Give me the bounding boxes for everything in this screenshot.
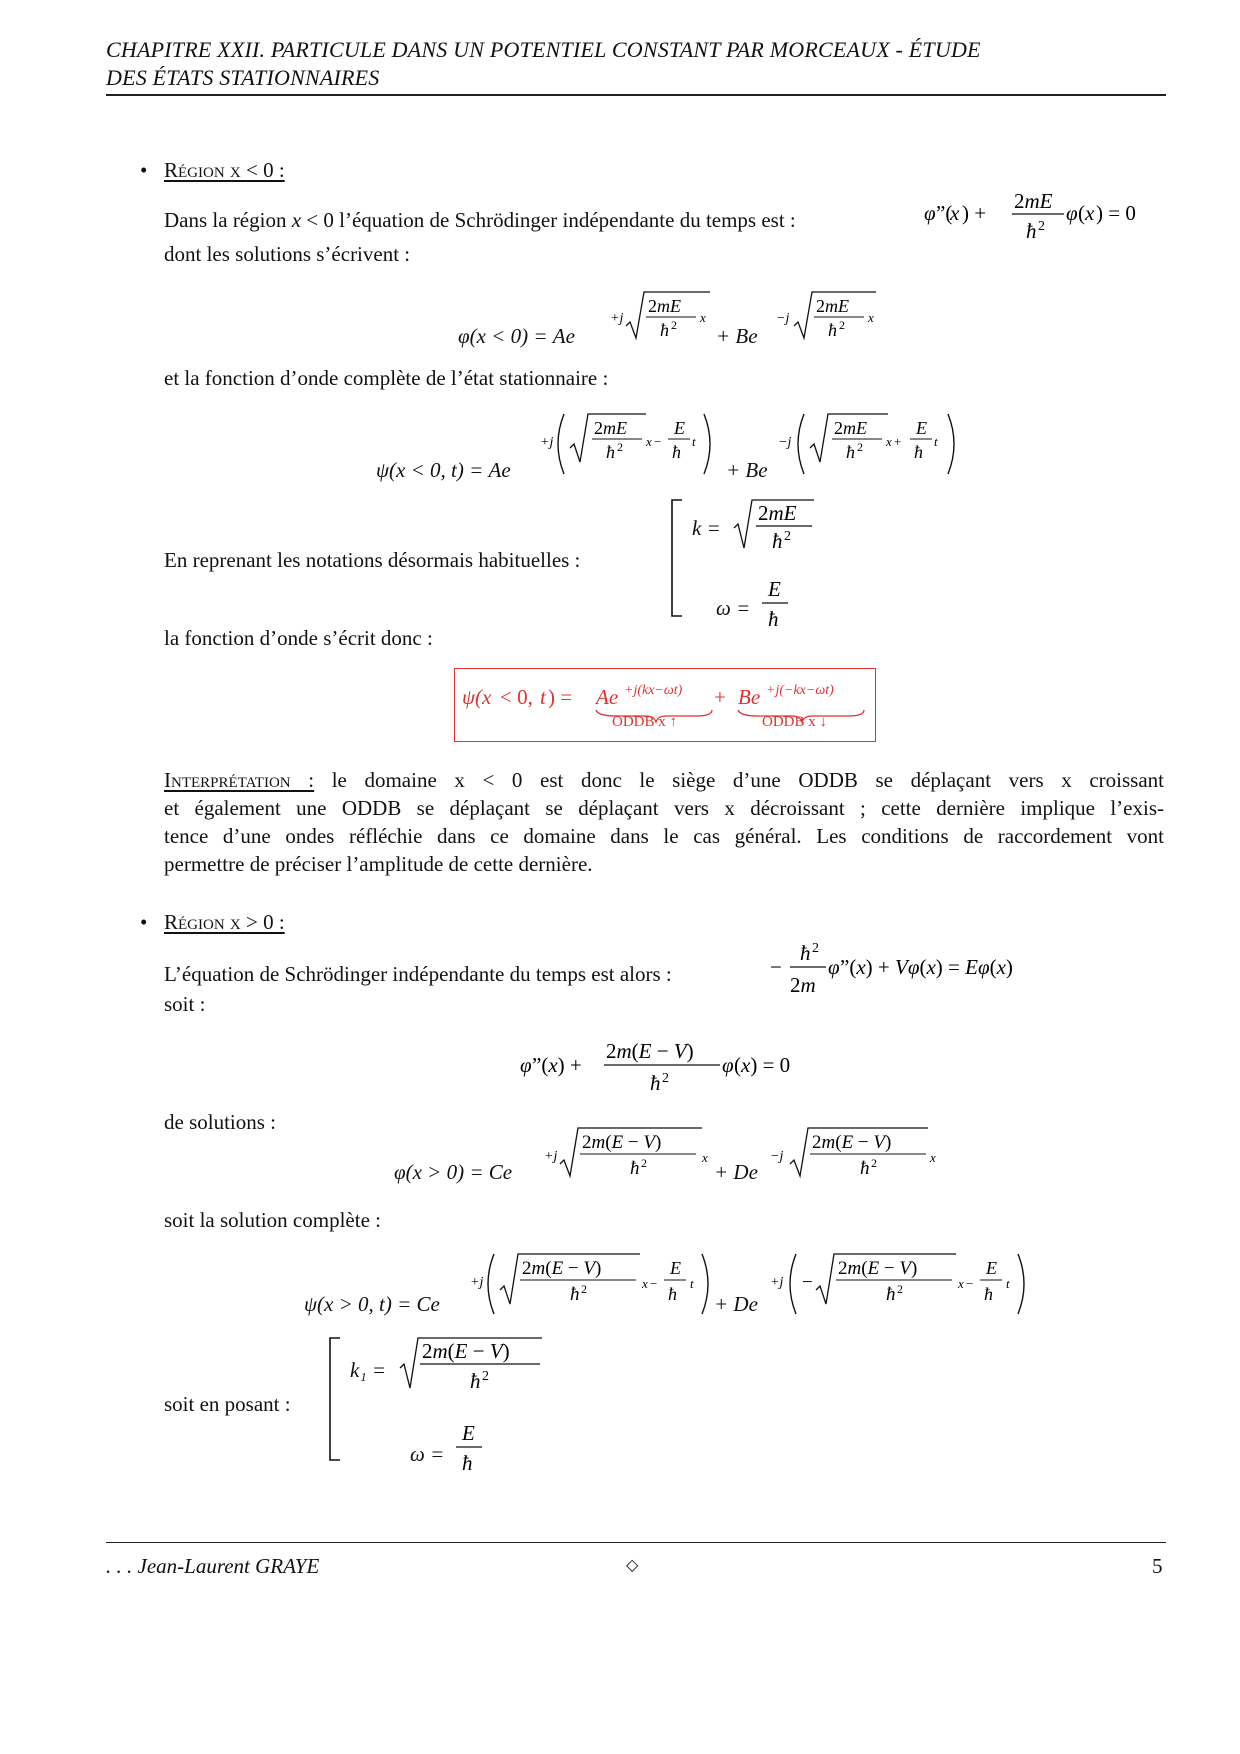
eq-phi-plus-2: + De — [714, 1160, 758, 1184]
footer-rule — [106, 1542, 1166, 1543]
svg-text:2: 2 — [617, 440, 623, 454]
region1-complete: et la fonction d’onde complète de l’état stationnaire : — [164, 366, 609, 390]
eq-phi-plus-1: + Be — [716, 324, 758, 348]
svg-text:2mE: 2mE — [834, 418, 867, 438]
svg-text:2: 2 — [897, 1282, 903, 1296]
eq-psi-exponent-2 — [776, 404, 976, 480]
header-rule — [106, 94, 1166, 96]
svg-text:−j: −j — [776, 311, 790, 326]
svg-text:(: ( — [1078, 201, 1085, 225]
region2-de-solutions: de solutions : — [164, 1110, 277, 1134]
svg-text:E: E — [986, 1258, 997, 1278]
svg-text:ħ: ħ — [630, 1158, 640, 1179]
svg-text:ħ: ħ — [470, 1369, 481, 1393]
eq-psi-exponent-4 — [768, 1244, 1038, 1320]
svg-text:E: E — [670, 1258, 681, 1278]
region1-notations: En reprenant les notations désormais habituelles : — [164, 548, 581, 572]
svg-text:x: x — [930, 1150, 936, 1165]
svg-text:+: + — [714, 685, 726, 709]
svg-text:−: − — [650, 1276, 658, 1291]
omega-def-frac — [758, 574, 798, 634]
svg-text:2mE: 2mE — [648, 296, 681, 316]
svg-text:2: 2 — [482, 1369, 489, 1384]
svg-text:2: 2 — [871, 1156, 877, 1170]
omega-def-2: ω = — [410, 1442, 445, 1466]
label-oddb-down: ODDB x ↓ — [762, 714, 828, 730]
svg-text:2mE: 2mE — [816, 296, 849, 316]
svg-text:x: x — [702, 1150, 708, 1165]
svg-text:ħ: ħ — [672, 442, 681, 462]
eq-psi-exponent-3 — [464, 1244, 724, 1320]
svg-text:2: 2 — [581, 1282, 587, 1296]
page-number: 5 — [1152, 1554, 1163, 1578]
svg-text:−j: −j — [778, 435, 792, 450]
svg-text:(x) = 0: (x) = 0 — [734, 1053, 791, 1077]
svg-text:) +: ) + — [962, 201, 987, 225]
svg-text:+j: +j — [540, 435, 554, 450]
svg-text:2m: 2m — [790, 973, 816, 997]
svg-text:φ: φ — [722, 1053, 734, 1077]
region1-intro-a: Dans la région — [164, 208, 287, 232]
label-oddb-up: ODDB x ↑ — [612, 714, 678, 730]
svg-text:−: − — [802, 1272, 813, 1293]
svg-text:+j(−kx−ωt): +j(−kx−ωt) — [766, 683, 834, 698]
eq-psi-plus-1: + Be — [726, 458, 768, 482]
svg-text:ħ: ħ — [886, 1284, 896, 1305]
k1-def-sqrt — [398, 1330, 548, 1396]
eq-psi-plus-2: + De — [714, 1292, 758, 1316]
region1-intro-c: dont les solutions s’écrivent : — [164, 242, 411, 266]
svg-text:x: x — [868, 310, 874, 325]
svg-text:x: x — [1085, 201, 1095, 225]
interp-line-2: et également une ODDB se déplaçant se déplaçant vers x décroissant ; cette dernière implique l’exis- — [164, 796, 1164, 820]
svg-text:) =: ) = — [548, 685, 573, 709]
bullet-region-2: • — [140, 910, 148, 934]
omega-def-frac-2 — [452, 1418, 492, 1478]
interp-line-3: tence d’une ondes réfléchie dans ce domaine dans le cas général. Les conditions de raccordement vont — [164, 824, 1164, 848]
svg-text:2m(E − V): 2m(E − V) — [582, 1132, 662, 1153]
svg-text:−j: −j — [770, 1149, 784, 1164]
svg-text:−: − — [966, 1276, 974, 1291]
eq-phi-lhs-1: φ(x < 0) = Ae — [458, 324, 575, 348]
svg-text:”(: ”( — [936, 201, 953, 225]
svg-text:ħ: ħ — [768, 607, 779, 631]
svg-text:E: E — [462, 1421, 475, 1445]
svg-text:ħ: ħ — [462, 1451, 473, 1475]
eq-phi-exponent-4 — [766, 1118, 956, 1180]
eq-phi-exponent-2 — [770, 282, 890, 342]
svg-text:2: 2 — [839, 318, 845, 332]
svg-text:t: t — [692, 434, 696, 449]
k-def: k = — [692, 516, 721, 540]
svg-text:−: − — [654, 434, 662, 449]
svg-text:ħ: ħ — [1026, 219, 1037, 243]
svg-text:2: 2 — [857, 440, 863, 454]
svg-text:+j(kx−ωt): +j(kx−ωt) — [624, 683, 683, 698]
svg-text:2m(E − V): 2m(E − V) — [838, 1258, 918, 1279]
svg-text:x: x — [950, 201, 960, 225]
svg-text:ħ: ħ — [660, 320, 669, 340]
svg-text:φ: φ — [520, 1053, 532, 1077]
svg-text:x: x — [958, 1276, 964, 1291]
svg-text:t: t — [934, 434, 938, 449]
eq-psi-lhs-2: ψ(x > 0, t) = Ce — [304, 1292, 440, 1316]
svg-text:ψ(x: ψ(x — [462, 685, 492, 709]
section-title-region-2: Région x > 0 : — [164, 910, 285, 934]
footer-author: . . . Jean-Laurent GRAYE — [106, 1554, 320, 1578]
svg-text:x: x — [646, 434, 652, 449]
svg-text:t: t — [690, 1276, 694, 1291]
region1-donc: la fonction d’onde s’écrit donc : — [164, 626, 433, 650]
interpretation-paragraph — [164, 766, 1164, 878]
svg-text:2mE: 2mE — [758, 501, 797, 525]
svg-text:ħ: ħ — [668, 1284, 677, 1304]
svg-text:E: E — [916, 418, 927, 438]
svg-text:Be: Be — [738, 685, 761, 709]
svg-text:+j: +j — [770, 1275, 784, 1290]
svg-text:x: x — [642, 1276, 648, 1291]
notations-bracket-2 — [326, 1334, 346, 1466]
svg-text:+j: +j — [544, 1149, 558, 1164]
svg-text:−: − — [770, 955, 782, 979]
svg-text:+: + — [894, 434, 902, 449]
svg-text:+j: +j — [610, 311, 624, 326]
svg-text:ħ: ħ — [914, 442, 923, 462]
svg-text:2m(E − V): 2m(E − V) — [812, 1132, 892, 1153]
k-def-sqrt — [732, 492, 832, 556]
eq-phi-exponent-1 — [600, 282, 720, 342]
eq-psi-lhs-1: ψ(x < 0, t) = Ae — [376, 458, 511, 482]
svg-text:φ: φ — [1066, 201, 1078, 225]
svg-text:E: E — [674, 418, 685, 438]
region2-posant: soit en posant : — [164, 1392, 291, 1416]
svg-text:ħ: ħ — [860, 1158, 870, 1179]
equation-schrodinger-2 — [770, 938, 1080, 1004]
section-title-region-1: Région x < 0 : — [164, 158, 285, 182]
svg-text:t: t — [540, 685, 546, 709]
region2-complete: soit la solution complète : — [164, 1208, 381, 1232]
equation-schrodinger-1 — [924, 188, 1164, 250]
svg-text:Ae: Ae — [596, 685, 619, 709]
svg-text:ħ: ħ — [570, 1284, 580, 1305]
eq-psi-exponent-1 — [534, 404, 734, 480]
svg-text:ħ: ħ — [846, 442, 855, 462]
running-header — [106, 36, 1166, 92]
eq-phi-lhs-2: φ(x > 0) = Ce — [394, 1160, 513, 1184]
notations-bracket-1 — [668, 496, 688, 622]
eq-phi-exponent-3 — [534, 1118, 724, 1180]
svg-text:φ: φ — [828, 955, 840, 979]
svg-text:”(x) + Vφ(x) = Eφ(x): ”(x) + Vφ(x) = Eφ(x) — [840, 955, 1013, 979]
svg-text:ħ: ħ — [772, 529, 783, 553]
svg-text:2mE: 2mE — [1014, 189, 1053, 213]
footer-diamond: ◇ — [626, 1557, 639, 1574]
k1-def: k₁ = — [350, 1358, 387, 1382]
region1-intro: Dans la région x < 0 l’équation de Schrödinger indépendante du temps est : — [164, 208, 796, 232]
bullet-region-1: • — [140, 158, 148, 182]
svg-text:x: x — [700, 310, 706, 325]
svg-text:2m(E − V): 2m(E − V) — [522, 1258, 602, 1279]
header-line-1: CHAPITRE XXII. PARTICULE DANS UN POTENTIEL CONSTANT PAR MORCEAUX - ÉTUDE — [106, 37, 981, 62]
svg-text:ħ: ħ — [984, 1284, 993, 1304]
interp-line-4: permettre de préciser l’amplitude de cette dernière. — [164, 852, 593, 876]
svg-text:2mE: 2mE — [594, 418, 627, 438]
svg-text:2: 2 — [662, 1071, 669, 1086]
svg-text:φ: φ — [924, 201, 936, 225]
svg-text:+j: +j — [470, 1275, 484, 1290]
svg-text:2: 2 — [671, 318, 677, 332]
svg-text:ħ: ħ — [800, 941, 811, 965]
svg-text:) = 0: ) = 0 — [1096, 201, 1136, 225]
region1-intro-b: l’équation de Schrödinger indépendante du temps est : — [339, 208, 796, 232]
svg-text:”(x) +: ”(x) + — [532, 1053, 582, 1077]
svg-text:2: 2 — [784, 529, 791, 544]
header-line-2: DES ÉTATS STATIONNAIRES — [106, 65, 380, 90]
svg-text:ħ: ħ — [828, 320, 837, 340]
interpretation-title: Interprétation : — [164, 768, 315, 792]
svg-text:2: 2 — [812, 941, 819, 956]
svg-text:ħ: ħ — [650, 1071, 661, 1095]
region2-intro: L’équation de Schrödinger indépendante du temps est alors : — [164, 962, 672, 986]
svg-text:2: 2 — [1038, 219, 1045, 234]
svg-text:x: x — [886, 434, 892, 449]
interp-line-1: le domaine x < 0 est donc le siège d’une ODDB se déplaçant vers x croissant — [331, 768, 1164, 792]
equation-schrodinger-reduced — [520, 1034, 820, 1100]
svg-text:< 0,: < 0, — [500, 685, 533, 709]
svg-text:E: E — [768, 577, 781, 601]
svg-text:t: t — [1006, 1276, 1010, 1291]
svg-text:2m(E − V): 2m(E − V) — [606, 1039, 694, 1063]
region2-soit: soit : — [164, 992, 206, 1016]
omega-def: ω = — [716, 596, 751, 620]
svg-text:2m(E − V): 2m(E − V) — [422, 1339, 510, 1363]
svg-text:ħ: ħ — [606, 442, 615, 462]
svg-text:2: 2 — [641, 1156, 647, 1170]
